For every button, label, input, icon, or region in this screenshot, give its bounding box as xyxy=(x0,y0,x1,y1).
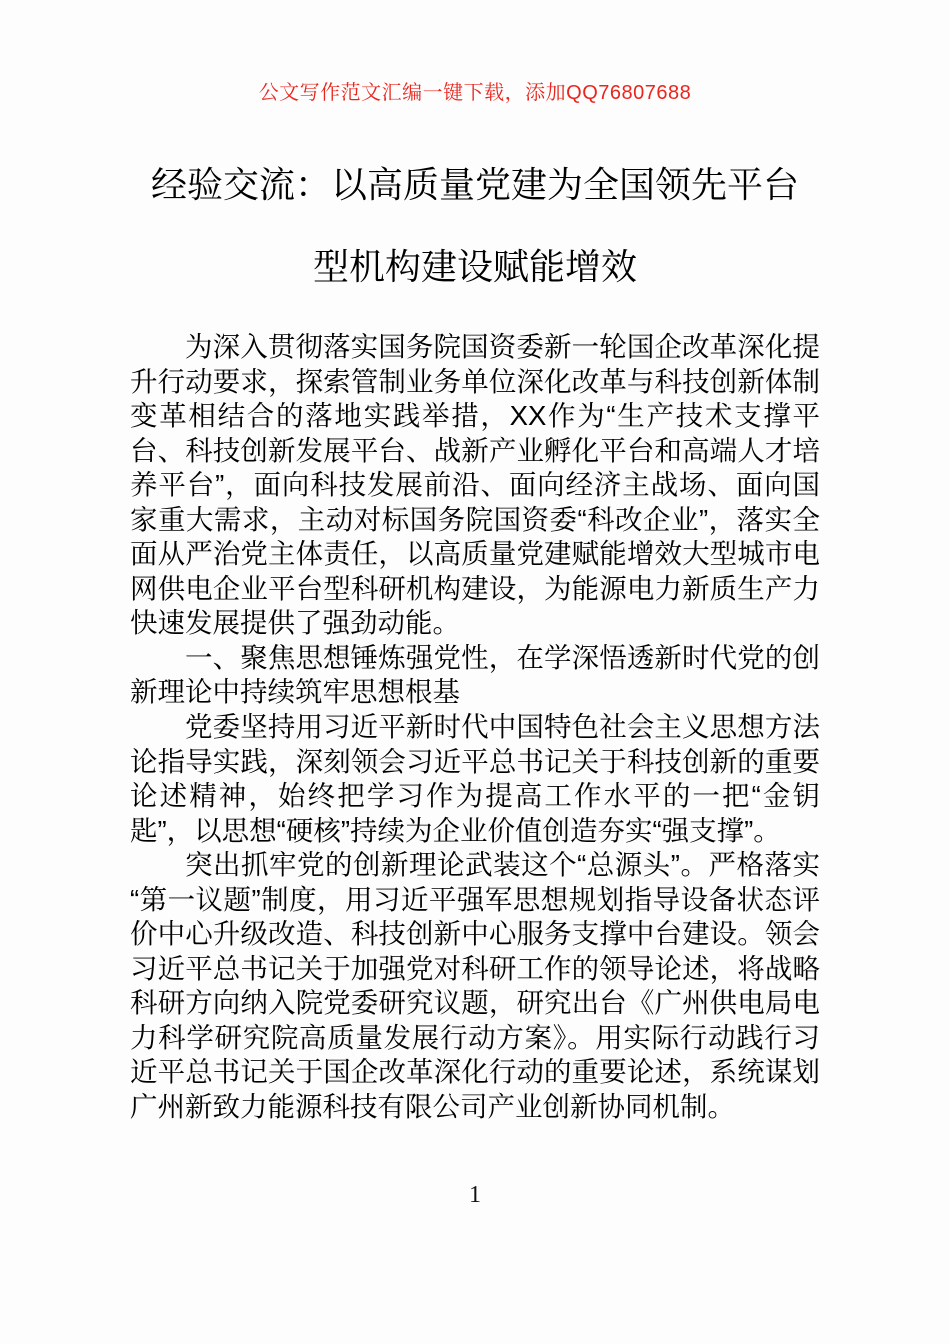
page-number: 1 xyxy=(469,1182,481,1208)
body-paragraph: 突出抓牢党的创新理论武装这个“总源头”。严格落实“第一议题”制度，用习近平强军思想规划指导设备状态评价中心升级改造、科技创新中心服务支撑中台建设。领会习近平总书记关于加强党对科研工作的领导论述，将战略科研方向纳入院党委研究议题，研究出台《广州供电局电力科学研究院高质量发展行动方案》。用实际行动践行习近平总书记关于国企改革深化行动的重要论述，系统谋划广州新致力能源科技有限公司产业创新协同机制。 xyxy=(130,849,820,1123)
section-heading: 一、聚焦思想锤炼强党性，在学深悟透新时代党的创新理论中持续筑牢思想根基 xyxy=(130,641,820,708)
body-paragraph: 为深入贯彻落实国务院国资委新一轮国企改革深化提升行动要求，探索管制业务单位深化改革与科技创新体制变革相结合的落地实践举措，XX作为“生产技术支撑平台、科技创新发展平台、战新产业孵化平台和高端人才培养平台”，面向科技发展前沿、面向经济主战场、面向国家重大需求，主动对标国务院国资委“科改企业”，落实全面从严治党主体责任，以高质量党建赋能增效大型城市电网供电企业平台型科研机构建设，为能源电力新质生产力快速发展提供了强劲动能。 xyxy=(130,331,820,639)
page-title: 经验交流：以高质量党建为全国领先平台型机构建设赋能增效 xyxy=(150,164,799,287)
body-paragraph: 党委坚持用习近平新时代中国特色社会主义思想方法论指导实践，深刻领会习近平总书记关于科技创新的重要论述精神，始终把学习作为提高工作水平的一把“金钥匙”，以思想“硬核”持续为企业价值创造夯实“强支撑”。 xyxy=(130,711,820,846)
document-body xyxy=(130,330,820,1125)
promo-notice: 公文写作范文汇编一键下载，添加QQ76807688 xyxy=(258,82,692,104)
